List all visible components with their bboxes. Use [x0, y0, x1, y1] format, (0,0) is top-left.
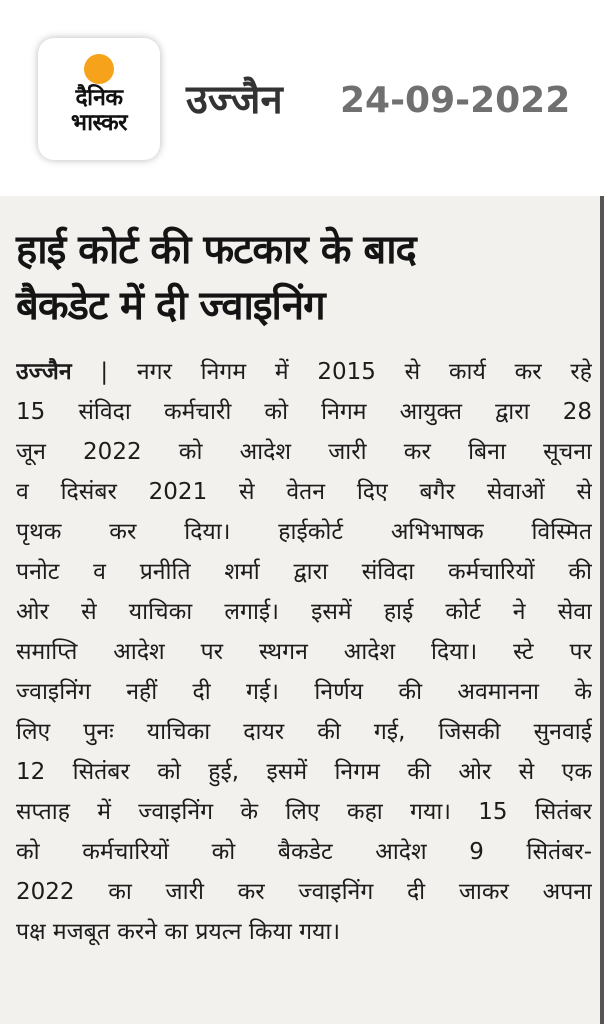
article-line-3: जून 2022 को आदेश जारी कर बिना सूचना: [16, 439, 592, 465]
article-line-1: [16, 352, 592, 392]
article-line-6: पनोट व प्रनीति शर्मा द्वारा संविदा कर्मचारियों की: [16, 559, 592, 585]
article-line-11: 12 सितंबर को हुई, इसमें निगम की ओर से एक: [16, 759, 592, 785]
headline-line-2: बैकडेट में दी ज्वाइनिंग: [16, 283, 325, 329]
sun-icon: [84, 54, 114, 84]
article-line-2: 15 संविदा कर्मचारी को निगम आयुक्त द्वारा 28: [16, 399, 592, 425]
logo-line-1: दैनिक: [75, 85, 123, 111]
article-line-9: ज्वाइनिंग नहीं दी गई। निर्णय की अवमानना के: [16, 679, 592, 705]
article-line-13: को कर्मचारियों को बैकडेट आदेश 9 सितंबर-: [16, 839, 592, 865]
dainik-bhaskar-logo: [38, 38, 160, 160]
edition-city: उज्जैन: [186, 77, 283, 123]
article-line-4: व दिसंबर 2021 से वेतन दिए बगैर सेवाओं से: [16, 479, 592, 505]
article-line-14: 2022 का जारी कर ज्वाइनिंग दी जाकर अपना: [16, 879, 592, 905]
edition-date: 24-09-2022: [340, 80, 571, 121]
clipping-edge: [600, 196, 604, 1024]
article-line-1-text: | नगर निगम में 2015 से कार्य कर रहे: [100, 359, 592, 385]
page-header: [0, 0, 612, 200]
article-line-5: पृथक कर दिया। हाईकोर्ट अभिभाषक विस्मित: [16, 519, 592, 545]
article-line-7: ओर से याचिका लगाई। इसमें हाई कोर्ट ने सेवा: [16, 599, 592, 625]
article-line-10: लिए पुनः याचिका दायर की गई, जिसकी सुनवाई: [16, 719, 592, 745]
logo-wordmark: [38, 86, 160, 136]
article-dateline: उज्जैन: [16, 359, 72, 385]
article-line-8: समाप्ति आदेश पर स्थगन आदेश दिया। स्टे पर: [16, 639, 592, 665]
logo-line-2: भास्कर: [70, 110, 128, 136]
article-body: [16, 352, 592, 952]
article-line-12: सप्ताह में ज्वाइनिंग के लिए कहा गया। 15 सितंबर: [16, 799, 592, 825]
headline-line-1: हाई कोर्ट की फटकार के बाद: [16, 227, 416, 273]
article-line-15: पक्ष मजबूत करने का प्रयत्न किया गया।: [16, 919, 341, 945]
article-headline: [16, 222, 596, 334]
